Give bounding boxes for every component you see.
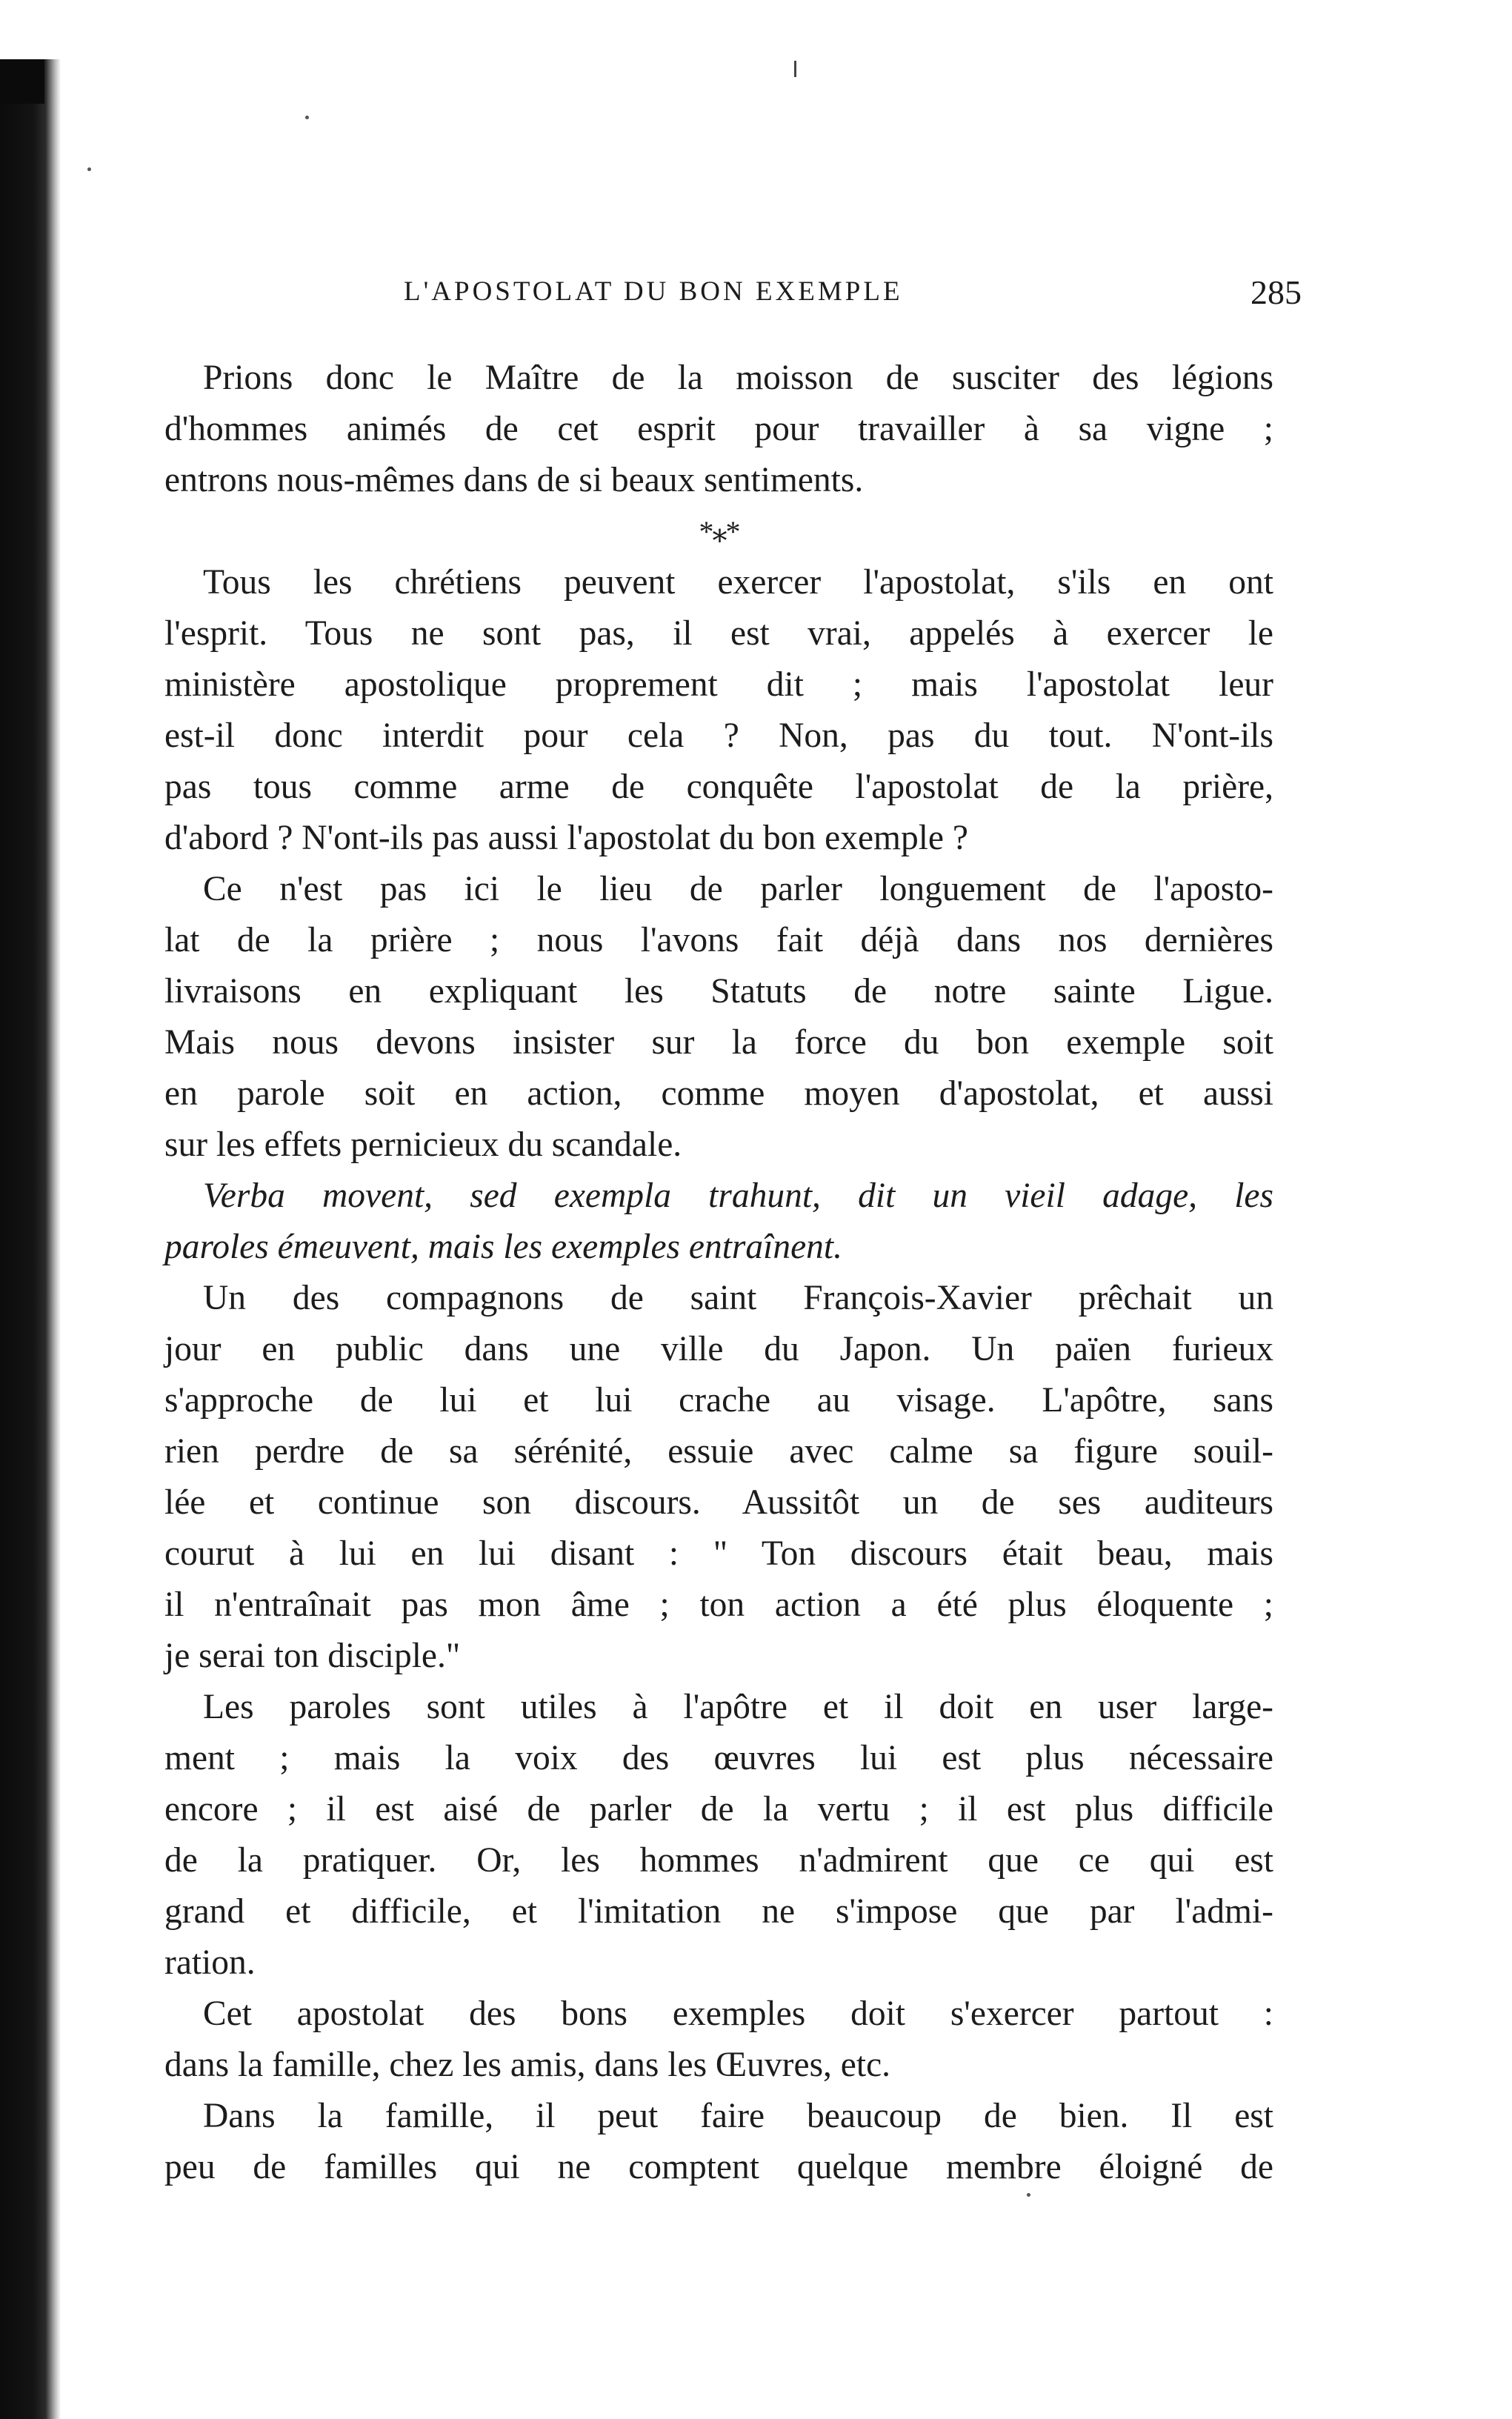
text-line: il n'entraînait pas mon âme ; ton action a été plus éloquente ; [164,1586,1273,1624]
text-line: peu de familles qui ne comptent quelque membre éloigné de [164,2148,1273,2186]
text-line: de la pratiquer. Or, les hommes n'admirent que ce qui est [164,1841,1273,1880]
text-line: je serai ton disciple." [164,1637,461,1675]
running-title: L'APOSTOLAT DU BON EXEMPLE [404,276,903,307]
text-line: jour en public dans une ville du Japon. Un païen furieux [164,1330,1273,1368]
scan-mark [794,61,796,77]
text-line: rien perdre de sa sérénité, essuie avec calme sa figure souil- [164,1432,1273,1471]
text-line: Un des compagnons de saint François-Xavier prêchait un [203,1279,1273,1317]
text-line: encore ; il est aisé de parler de la vertu ; il est plus difficile [164,1790,1273,1829]
scan-speck [1027,2193,1030,2197]
asterism-separator: *⁎* [699,515,739,548]
text-line: Verba movent, sed exempla trahunt, dit un vieil adage, les [203,1177,1273,1215]
text-line: Prions donc le Maître de la moisson de susciter des légions [203,359,1273,397]
text-line: Ce n'est pas ici le lieu de parler longuement de l'aposto- [203,870,1273,908]
text-line: ministère apostolique proprement dit ; mais l'apostolat leur [164,665,1273,704]
text-line: Cet apostolat des bons exemples doit s'exercer partout : [203,1994,1273,2033]
text-line: paroles émeuvent, mais les exemples entraînent. [164,1228,843,1266]
page-text [164,353,1273,2193]
scan-speck [87,167,91,171]
text-line: d'hommes animés de cet esprit pour travailler à sa vigne ; [164,410,1273,448]
text-line: d'abord ? N'ont-ils pas aussi l'apostolat du bon exemple ? [164,819,968,857]
book-spine-top [0,59,44,104]
running-header [167,273,1302,320]
text-line: lée et continue son discours. Aussitôt un de ses auditeurs [164,1483,1273,1522]
text-line: livraisons en expliquant les Statuts de notre sainte Ligue. [164,972,1273,1011]
text-line: ment ; mais la voix des œuvres lui est plus nécessaire [164,1739,1273,1777]
text-line: sur les effets pernicieux du scandale. [164,1125,682,1164]
text-line: courut à lui en lui disant : " Ton discours était beau, mais [164,1534,1273,1573]
text-line: pas tous comme arme de conquête l'apostolat de la prière, [164,768,1273,806]
book-spine-shadow [0,59,61,2419]
text-line: est-il donc interdit pour cela ? Non, pas du tout. N'ont-ils [164,716,1273,755]
scan-speck [305,116,309,119]
text-line: Mais nous devons insister sur la force du bon exemple soit [164,1023,1273,1062]
text-line: lat de la prière ; nous l'avons fait déjà dans nos dernières [164,921,1273,959]
text-line: Les paroles sont utiles à l'apôtre et il doit en user large- [203,1688,1273,1726]
text-line: Dans la famille, il peut faire beaucoup de bien. Il est [203,2097,1273,2135]
page-number: 285 [1250,273,1302,311]
text-line: entrons nous-mêmes dans de si beaux sentiments. [164,461,864,499]
text-line: s'approche de lui et lui crache au visage. L'apôtre, sans [164,1381,1273,1420]
text-line: grand et difficile, et l'imitation ne s'impose que par l'admi- [164,1892,1273,1931]
text-line: en parole soit en action, comme moyen d'apostolat, et aussi [164,1074,1273,1113]
text-line: l'esprit. Tous ne sont pas, il est vrai, appelés à exercer le [164,614,1273,653]
text-line: ration. [164,1943,256,1982]
text-line: dans la famille, chez les amis, dans les Œuvres, etc. [164,2046,891,2084]
text-line: Tous les chrétiens peuvent exercer l'apostolat, s'ils en ont [203,563,1273,602]
